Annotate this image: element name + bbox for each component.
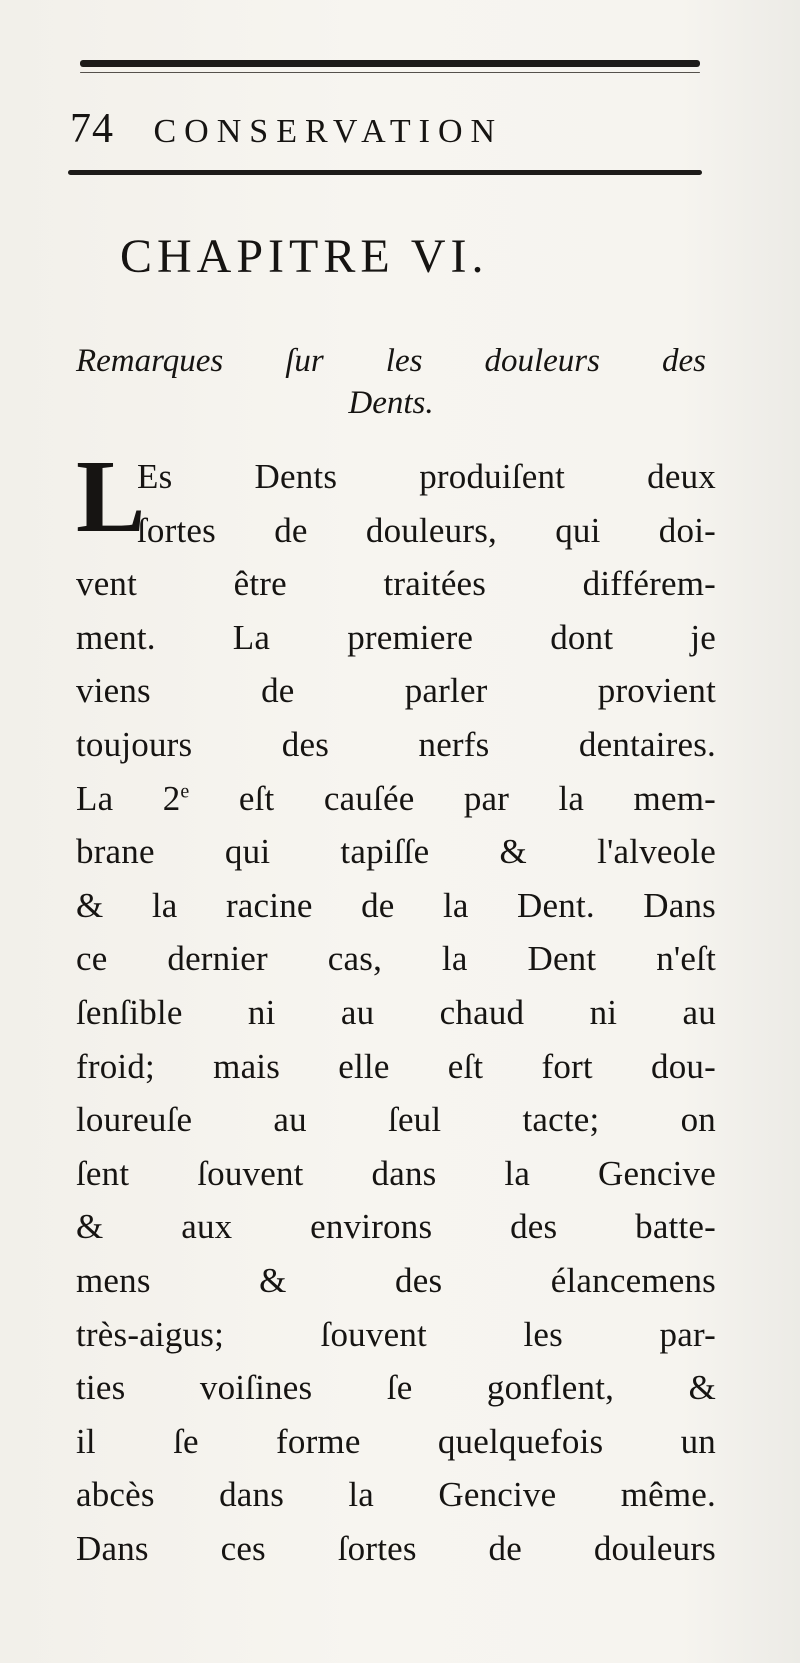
text-line-19: il ſe forme quelquefois un [76,1421,716,1461]
subtitle-line-2: Dents. [348,385,434,421]
body-text [76,439,716,1575]
text-line-4: ment. La premiere dont je [76,617,716,657]
top-double-rule [80,60,700,67]
text-line-5: viens de parler provient [76,671,716,711]
page-number: 74 [70,106,114,152]
text-line-21: Dans ces ſortes de douleurs [76,1528,716,1568]
ordinal-superscript: e [180,779,190,802]
text-line-7 [76,772,716,826]
running-title: CONSERVATION [153,113,504,150]
text-line-8: brane qui tapiſſe & l'alveole [76,832,716,872]
running-head [70,104,710,154]
subtitle-line-1: Remarques ſur les douleurs des [76,343,706,379]
text-line-15: & aux environs des batte- [76,1207,716,1247]
text-line-20: abcès dans la Gencive même. [76,1475,716,1515]
drop-cap: L [76,439,146,554]
text-line-18: ties voiſines ſe gonflent, & [76,1368,716,1408]
header-rule [68,170,702,175]
text-line-9: & la racine de la Dent. Dans [76,885,716,925]
chapter-title: CHAPITRE VI. [120,230,489,283]
text-line-7-end: eſt cauſée par la mem- [189,778,716,818]
text-line-7-start: La 2 [76,778,181,818]
text-line-16: mens & des élancemens [76,1260,716,1300]
text-line-13: loureuſe au ſeul tacte; on [76,1100,716,1140]
text-line-10: ce dernier cas, la Dent n'eſt [76,939,716,979]
text-line-11: ſenſible ni au chaud ni au [76,992,716,1032]
chapter-subtitle [76,340,706,424]
text-line-14: ſent ſouvent dans la Gencive [76,1153,716,1193]
text-line-2: ſortes de douleurs, qui doi- [137,510,716,550]
text-line-1: Es Dents produiſent deux [137,457,716,496]
text-line-6: toujours des nerfs dentaires. [76,724,716,764]
text-line-12: froid; mais elle eſt fort dou- [76,1046,716,1086]
text-line-3: vent être traitées différem- [76,564,716,604]
top-thin-rule [80,72,700,73]
text-line-17: très-aigus; ſouvent les par- [76,1314,716,1354]
